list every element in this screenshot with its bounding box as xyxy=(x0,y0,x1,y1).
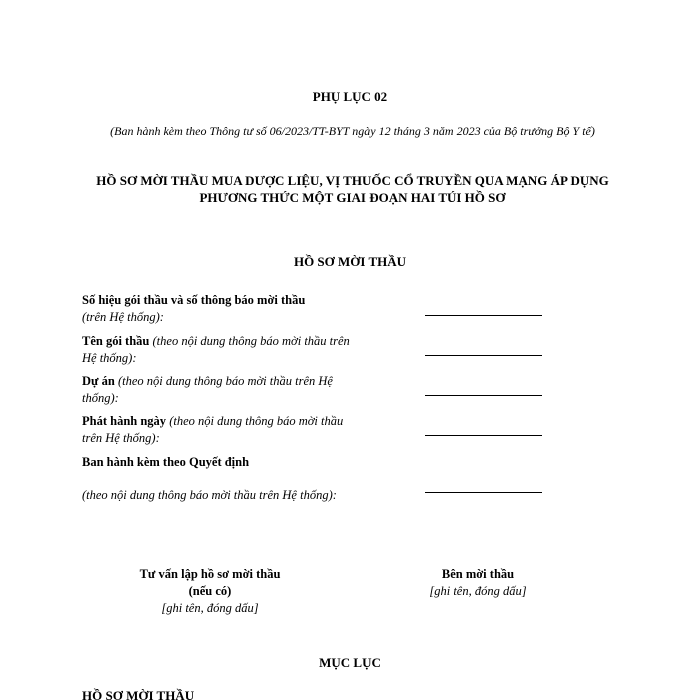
field-note: (trên Hệ thống): xyxy=(82,310,164,324)
field-decision-note xyxy=(82,487,352,504)
signature-instruction: [ghi tên, đóng dấu] xyxy=(161,601,259,615)
field-note: (theo nội dung thông báo mời thầu trên Hệ thống): xyxy=(82,414,344,445)
section-title: HỒ SƠ MỜI THẦU xyxy=(293,254,407,269)
signature-consultant xyxy=(110,566,310,617)
field-note: (theo nội dung thông báo mời thầu trên Hệ thống): xyxy=(82,334,350,365)
field-label: Ban hành kèm theo Quyết định xyxy=(82,455,250,469)
signature-instruction: [ghi tên, đóng dấu] xyxy=(429,584,527,598)
issued-by-note: (Ban hành kèm theo Thông tư số 06/2023/TT-BYT ngày 12 tháng 3 năm 2023 của Bộ trưởng Bộ Y tế) xyxy=(110,124,595,138)
signature-inviter xyxy=(398,566,558,600)
field-project xyxy=(82,373,352,407)
fill-in-line-package-name xyxy=(425,355,542,356)
toc-title: MỤC LỤC xyxy=(319,655,381,670)
field-note: (theo nội dung thông báo mời thầu trên Hệ thống): xyxy=(82,374,333,405)
field-label: Dự án xyxy=(82,374,115,388)
fill-in-line-package-number xyxy=(425,315,542,316)
toc-item[interactable]: HỒ SƠ MỜI THẦU xyxy=(82,688,195,700)
field-label: Phát hành ngày xyxy=(82,414,167,428)
field-package-number xyxy=(82,292,352,326)
field-label: Số hiệu gói thầu và số thông báo mời thầu xyxy=(82,293,306,307)
fill-in-line-issue-date xyxy=(425,435,542,436)
signature-title: Tư vấn lập hồ sơ mời thầu xyxy=(139,567,281,581)
field-note: (theo nội dung thông báo mời thầu trên Hệ thống): xyxy=(82,488,337,502)
fill-in-line-project xyxy=(425,395,542,396)
appendix-title: PHỤ LỤC 02 xyxy=(312,89,388,104)
field-issue-date xyxy=(82,413,352,447)
field-label: Tên gói thầu xyxy=(82,334,150,348)
field-package-name xyxy=(82,333,352,367)
signature-condition: (nếu có) xyxy=(188,584,232,598)
field-decision xyxy=(82,454,352,471)
document-title: HỒ SƠ MỜI THẦU MUA DƯỢC LIỆU, VỊ THUỐC CỔ TRUYỀN QUA MẠNG ÁP DỤNG PHƯƠNG THỨC MỘT GIAI ĐOẠN HAI TÚI HỒ SƠ xyxy=(96,173,609,205)
signature-title: Bên mời thầu xyxy=(441,567,515,581)
fill-in-line-decision xyxy=(425,492,542,493)
